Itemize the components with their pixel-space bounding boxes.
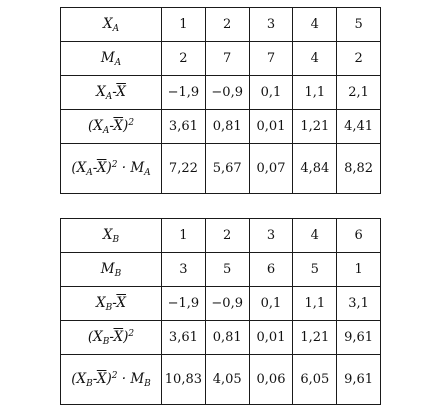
table-b-row-squared (61, 321, 381, 355)
cell: 4,84 (293, 144, 337, 194)
cell: 0,81 (205, 321, 249, 355)
row-label: $(X_A-\overline{X})^2 \cdot M_A$ (61, 144, 162, 194)
row-label: $X_B-\overline{X}$ (61, 287, 162, 321)
cell: 1,1 (293, 76, 337, 110)
cell: 1,21 (293, 110, 337, 144)
cell: 0,81 (205, 110, 249, 144)
cell: −1,9 (162, 76, 206, 110)
table-b-row-xb (61, 219, 381, 253)
row-label: $X_B$ (61, 219, 162, 253)
cell: 0,01 (249, 110, 293, 144)
table-b (60, 218, 381, 405)
cell: 1 (337, 253, 381, 287)
table-a-row-xa (61, 8, 381, 42)
cell: 4 (293, 42, 337, 76)
table-a-row-squared (61, 110, 381, 144)
table-a-row-ma (61, 42, 381, 76)
row-label: $(X_A-\overline{X})^2$ (61, 110, 162, 144)
cell: 2 (205, 8, 249, 42)
row-label: $X_A-\overline{X}$ (61, 76, 162, 110)
table-b-row-weighted (61, 355, 381, 405)
cell: −1,9 (162, 287, 206, 321)
cell: 2 (205, 219, 249, 253)
cell: 8,82 (337, 144, 381, 194)
cell: 2,1 (337, 76, 381, 110)
cell: 0,01 (249, 321, 293, 355)
cell: 0,07 (249, 144, 293, 194)
row-label: $(X_B-\overline{X})^2$ (61, 321, 162, 355)
cell: 1,1 (293, 287, 337, 321)
cell: 2 (337, 42, 381, 76)
cell: −0,9 (205, 287, 249, 321)
cell: 5,67 (205, 144, 249, 194)
cell: 10,83 (162, 355, 206, 405)
cell: 3 (249, 8, 293, 42)
cell: 3 (162, 253, 206, 287)
cell: 0,06 (249, 355, 293, 405)
cell: 6,05 (293, 355, 337, 405)
cell: 9,61 (337, 321, 381, 355)
cell: 3,1 (337, 287, 381, 321)
cell: 1,21 (293, 321, 337, 355)
cell: 1 (162, 219, 206, 253)
cell: 6 (337, 219, 381, 253)
cell: 0,1 (249, 287, 293, 321)
table-b-row-mb (61, 253, 381, 287)
cell: 5 (337, 8, 381, 42)
cell: 7 (205, 42, 249, 76)
cell: −0,9 (205, 76, 249, 110)
cell: 2 (162, 42, 206, 76)
row-label: $M_A$ (61, 42, 162, 76)
cell: 3,61 (162, 321, 206, 355)
cell: 4 (293, 8, 337, 42)
row-label: $M_B$ (61, 253, 162, 287)
cell: 6 (249, 253, 293, 287)
cell: 9,61 (337, 355, 381, 405)
cell: 3,61 (162, 110, 206, 144)
cell: 0,1 (249, 76, 293, 110)
cell: 5 (205, 253, 249, 287)
cell: 4 (293, 219, 337, 253)
cell: 1 (162, 8, 206, 42)
table-a-row-deviation (61, 76, 381, 110)
cell: 4,41 (337, 110, 381, 144)
cell: 7,22 (162, 144, 206, 194)
cell: 3 (249, 219, 293, 253)
table-b-row-deviation (61, 287, 381, 321)
cell: 4,05 (205, 355, 249, 405)
row-label: $(X_B-\overline{X})^2 \cdot M_B$ (61, 355, 162, 405)
row-label: $X_A$ (61, 8, 162, 42)
table-a (60, 7, 381, 194)
cell: 7 (249, 42, 293, 76)
cell: 5 (293, 253, 337, 287)
table-a-row-weighted (61, 144, 381, 194)
